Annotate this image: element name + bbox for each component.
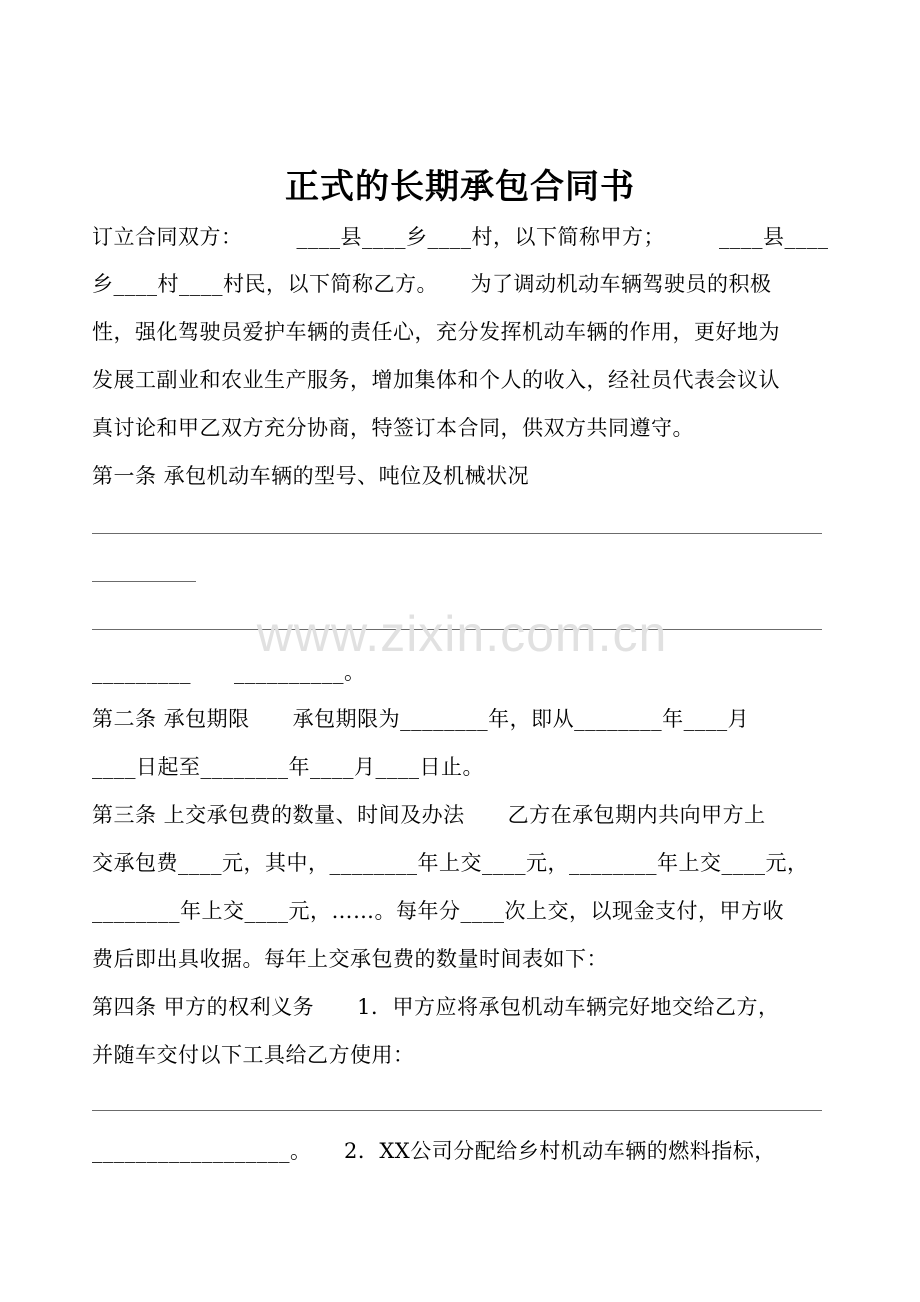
text-line: 交承包费____元，其中，________年上交____元，________年上交____元，: [92, 851, 809, 875]
section-heading-4: 第四条 甲方的权利义务 1．甲方应将承包机动车辆完好地交给乙方，: [92, 995, 780, 1019]
text-line: 并随车交付以下工具给乙方使用：: [92, 1043, 415, 1067]
text-line: 乡____村____村民，以下简称乙方。 为了调动机动车辆驾驶员的积极: [92, 272, 772, 296]
watermark-text: www.zixin.com.cn: [256, 606, 668, 662]
blank-fill-line: [92, 533, 822, 534]
blank-fill-line: [92, 1110, 822, 1111]
text-line: 费后即出具收据。每年上交承包费的数量时间表如下：: [92, 947, 608, 971]
blank-fill-text: _________ __________。: [92, 660, 366, 684]
text-line: ____日起至________年____月____日止。: [92, 755, 484, 779]
text-line: 真讨论和甲乙双方充分协商，特签订本合同，供双方共同遵守。: [92, 416, 694, 440]
document-title: 正式的长期承包合同书: [285, 167, 635, 207]
text-line: 订立合同双方： ____县____乡____村，以下简称甲方； ____县____: [92, 225, 829, 249]
text-line: 性，强化驾驶员爱护车辆的责任心，充分发挥机动车辆的作用，更好地为: [92, 320, 780, 344]
text-line: 发展工副业和农业生产服务，增加集体和个人的收入，经社员代表会议认: [92, 368, 780, 392]
text-line: ________年上交____元，……。每年分____次上交，以现金支付，甲方收: [92, 899, 784, 923]
blank-fill-line: [92, 581, 196, 582]
section-heading-2: 第二条 承包期限 承包期限为________年，即从________年____月: [92, 707, 750, 731]
section-heading-3: 第三条 上交承包费的数量、时间及办法 乙方在承包期内共向甲方上: [92, 803, 766, 827]
section-heading-1: 第一条 承包机动车辆的型号、吨位及机械状况: [92, 464, 530, 488]
text-line: __________________。 2．XX公司分配给乡村机动车辆的燃料指标，: [92, 1139, 776, 1163]
